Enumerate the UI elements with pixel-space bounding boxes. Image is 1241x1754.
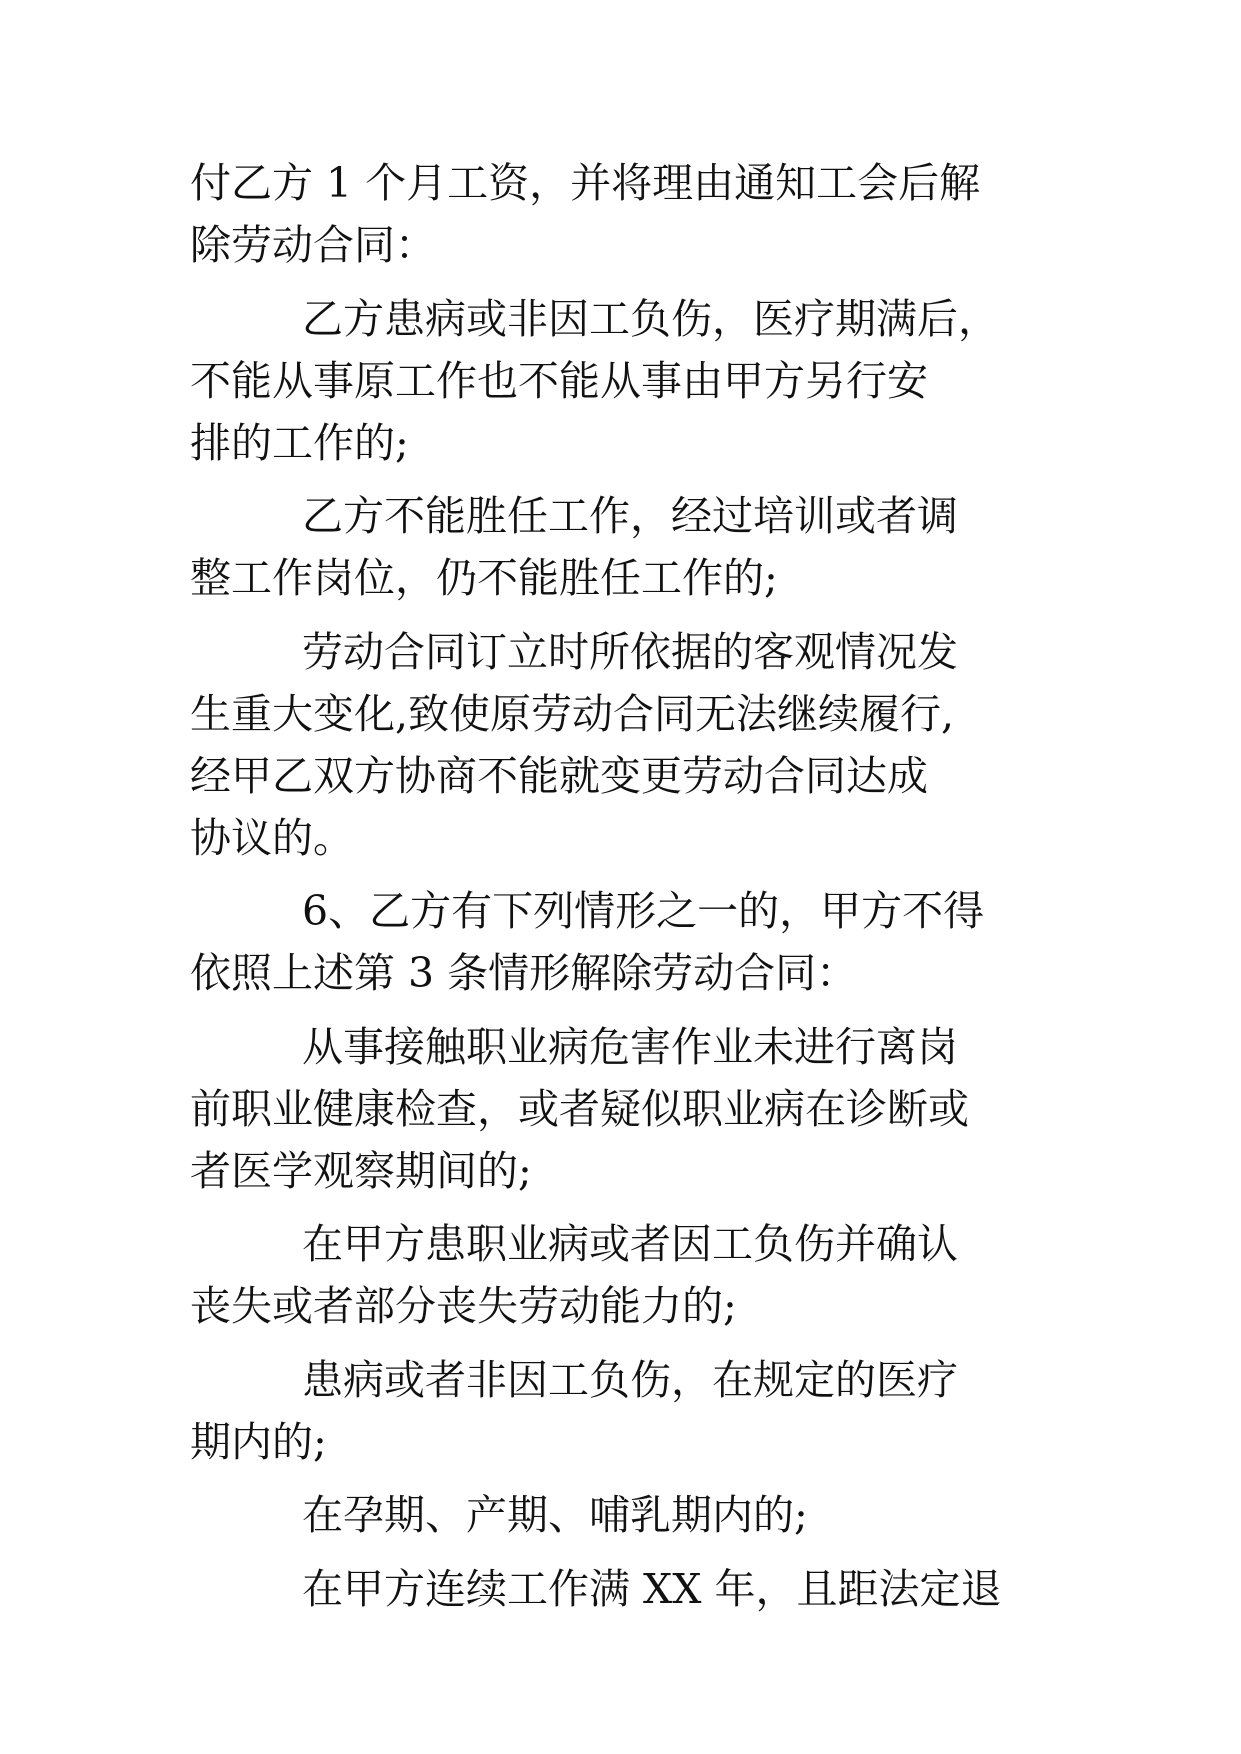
text-line: 在甲方连续工作满 XX 年，且距法定退 bbox=[302, 1564, 1002, 1613]
text-line: 从事接触职业病危害作业未进行离岗 bbox=[302, 1022, 958, 1071]
document-body bbox=[190, 152, 1090, 1620]
text-line: 期内的; bbox=[190, 1417, 327, 1466]
text-line: 依照上述第 3 条情形解除劳动合同： bbox=[190, 949, 858, 997]
text-line: 不能从事原工作也不能从事由甲方另行安 bbox=[190, 356, 928, 405]
text-line: 乙方不能胜任工作，经过培训或者调 bbox=[302, 492, 958, 540]
text-line: 劳动合同订立时所依据的客观情况发 bbox=[302, 627, 958, 676]
text-line: 丧失或者部分丧失劳动能力的; bbox=[190, 1282, 737, 1330]
text-line: 乙方患病或非因工负伤，医疗期满后， bbox=[302, 294, 999, 343]
text-line: 前职业健康检查，或者疑似职业病在诊断或 bbox=[190, 1084, 969, 1133]
text-line: 经甲乙双方协商不能就变更劳动合同达成 bbox=[190, 751, 928, 800]
text-line: 整工作岗位，仍不能胜任工作的; bbox=[190, 554, 778, 602]
text-line: 在甲方患职业病或者因工负伤并确认 bbox=[302, 1220, 958, 1268]
text-line: 生重大变化,致使原劳动合同无法继续履行, bbox=[190, 689, 955, 738]
text-line: 除劳动合同： bbox=[190, 221, 436, 269]
text-line: 付乙方 1 个月工资，并将理由通知工会后解 bbox=[190, 159, 981, 207]
text-line: 者医学观察期间的; bbox=[190, 1146, 532, 1195]
text-line: 在孕期、产期、哺乳期内的; bbox=[302, 1491, 808, 1539]
text-line: 排的工作的; bbox=[190, 418, 409, 467]
text-line: 6、乙方有下列情形之一的，甲方不得 bbox=[302, 887, 985, 935]
text-line: 患病或者非因工负伤，在规定的医疗 bbox=[302, 1355, 958, 1404]
text-line: 协议的。 bbox=[190, 813, 354, 862]
